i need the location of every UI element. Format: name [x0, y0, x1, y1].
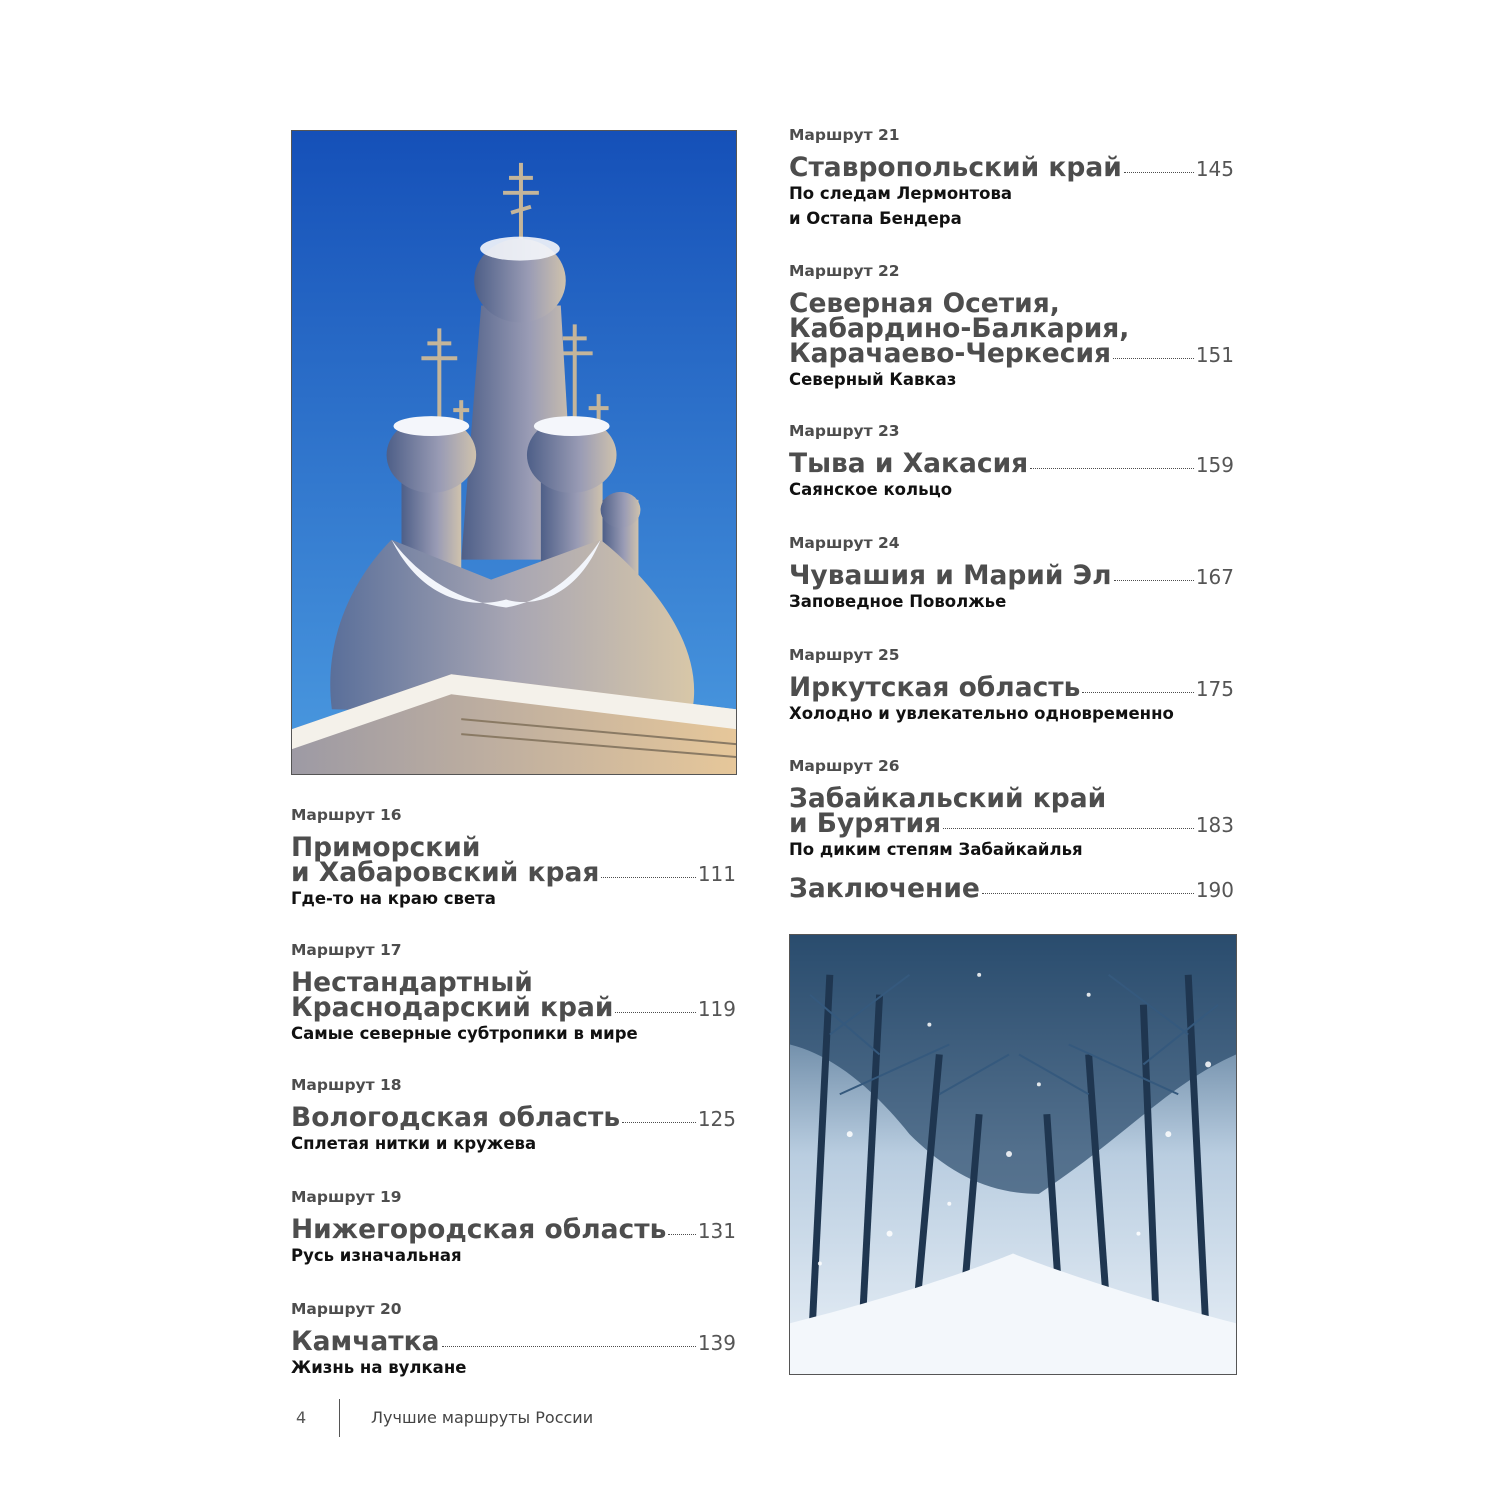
entry-title-line: Северная Осетия,	[789, 288, 1060, 319]
dot-leader	[1030, 468, 1194, 469]
entry-title: Тыва и Хакасия	[789, 448, 1029, 479]
page-number: 111	[697, 862, 736, 886]
entry-subtitle: Саянское кольцо	[789, 480, 953, 499]
route-label: Маршрут 20	[291, 1300, 402, 1318]
route-label: Маршрут 21	[789, 126, 900, 144]
toc-entry-route-24[interactable]	[789, 533, 1234, 645]
route-label: Маршрут 26	[789, 757, 900, 775]
page-number: 131	[697, 1219, 736, 1243]
dot-leader	[668, 1234, 695, 1235]
dot-leader	[442, 1346, 696, 1347]
page-number: 175	[1195, 677, 1234, 701]
toc-left-column	[291, 805, 736, 1389]
page-number: 139	[697, 1331, 736, 1355]
forest-illustration	[790, 935, 1236, 1374]
route-label: Маршрут 19	[291, 1188, 402, 1206]
entry-subtitle: Русь изначальная	[291, 1246, 462, 1265]
entry-subtitle: Холодно и увлекательно одновременно	[789, 704, 1174, 723]
entry-title: Карачаево-Черкесия	[789, 338, 1112, 369]
entry-title: Чувашия и Марий Эл	[789, 560, 1112, 591]
footer-page-number: 4	[296, 1408, 307, 1427]
winter-forest-photo	[789, 934, 1237, 1375]
page-number: 125	[697, 1107, 736, 1131]
entry-title: Камчатка	[291, 1326, 440, 1357]
dot-leader	[943, 828, 1194, 829]
dot-leader	[1113, 358, 1194, 359]
toc-entry-route-21[interactable]	[789, 125, 1234, 261]
entry-subtitle: Северный Кавказ	[789, 370, 957, 389]
page-number: 151	[1195, 343, 1234, 367]
entry-subtitle: По следам Лермонтова	[789, 184, 1013, 203]
entry-subtitle: Сплетая нитки и кружева	[291, 1134, 537, 1153]
entry-subtitle: Где-то на краю света	[291, 889, 496, 908]
dot-leader	[1114, 580, 1194, 581]
toc-entry-route-19[interactable]	[291, 1187, 736, 1299]
entry-title: и Бурятия	[789, 808, 942, 839]
page-number: 145	[1195, 157, 1234, 181]
page-number: 190	[1195, 878, 1234, 902]
entry-title-line: Забайкальский край	[789, 783, 1107, 814]
church-illustration	[292, 131, 736, 774]
entry-title: Заключение	[789, 873, 980, 904]
entry-subtitle: Жизнь на вулкане	[291, 1358, 467, 1377]
dot-leader	[615, 1012, 695, 1013]
toc-entry-route-25[interactable]	[789, 645, 1234, 756]
footer-book-title: Лучшие маршруты России	[371, 1408, 594, 1427]
page-number: 167	[1195, 565, 1234, 589]
toc-entry-route-16[interactable]	[291, 805, 736, 940]
entry-title: Краснодарский край	[291, 992, 614, 1023]
entry-title: Нижегородская область	[291, 1214, 667, 1245]
entry-subtitle: Самые северные субтропики в мире	[291, 1024, 638, 1043]
toc-entry-route-18[interactable]	[291, 1075, 736, 1187]
toc-entry-route-23[interactable]	[789, 421, 1234, 533]
entry-subtitle: По диким степям Забайкайлья	[789, 840, 1083, 859]
toc-entry-route-22[interactable]	[789, 261, 1234, 421]
route-label: Маршрут 25	[789, 646, 900, 664]
entry-subtitle: и Остапа Бендера	[789, 209, 962, 228]
entry-title: Ставропольский край	[789, 152, 1122, 183]
entry-title-line: Приморский	[291, 832, 481, 863]
route-label: Маршрут 24	[789, 534, 900, 552]
toc-right-column	[789, 125, 1234, 916]
entry-subtitle: Заповедное Поволжье	[789, 592, 1007, 611]
route-label: Маршрут 17	[291, 941, 402, 959]
route-label: Маршрут 16	[291, 806, 402, 824]
entry-title: Иркутская область	[789, 672, 1081, 703]
entry-title: Вологодская область	[291, 1102, 621, 1133]
toc-entry-route-26[interactable]	[789, 756, 1234, 876]
dot-leader	[982, 893, 1194, 894]
church-photo	[291, 130, 737, 775]
toc-entry-route-17[interactable]	[291, 940, 736, 1075]
page-number: 159	[1195, 453, 1234, 477]
toc-entry-conclusion[interactable]	[789, 873, 1234, 916]
dot-leader	[1082, 692, 1193, 693]
footer-divider	[339, 1399, 340, 1437]
entry-title: и Хабаровский края	[291, 857, 600, 888]
route-label: Маршрут 22	[789, 262, 900, 280]
dot-leader	[622, 1122, 696, 1123]
dot-leader	[601, 877, 695, 878]
dot-leader	[1124, 172, 1194, 173]
page-number: 183	[1195, 813, 1234, 837]
route-label: Маршрут 18	[291, 1076, 402, 1094]
toc-entry-route-20[interactable]	[291, 1299, 736, 1389]
entry-title-line: Кабардино-Балкария,	[789, 313, 1130, 344]
route-label: Маршрут 23	[789, 422, 900, 440]
page-number: 119	[697, 997, 736, 1021]
entry-title-line: Нестандартный	[291, 967, 533, 998]
